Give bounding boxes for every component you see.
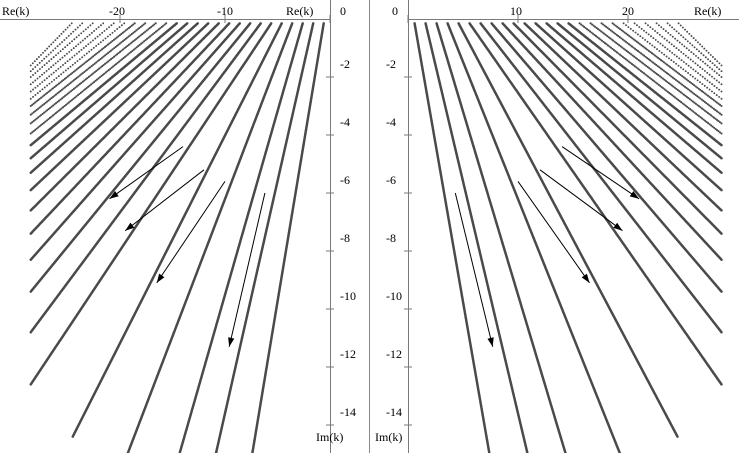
arrow-shaft: [455, 193, 492, 347]
left-ytick-label-3: -8: [340, 231, 350, 245]
pole-branches: [30, 22, 325, 453]
arrow-shaft: [518, 181, 590, 283]
pole-branch: [30, 22, 157, 124]
pole-branch: [590, 22, 723, 124]
pole-branch: [251, 22, 325, 453]
left-panel-plot: [0, 0, 369, 453]
pole-branch: [30, 22, 94, 78]
left-ytick-label-2: -6: [340, 173, 350, 187]
right-real-axis: [408, 19, 739, 20]
right-ytick-label-0: -2: [386, 57, 396, 71]
right-panel: [370, 0, 739, 453]
left-xtick-label-0: -20: [109, 4, 125, 18]
pole-branch: [667, 22, 723, 72]
pole-branch: [30, 22, 104, 85]
right-ytick-label-1: -4: [386, 115, 396, 129]
left-ytick-label-6: -14: [340, 405, 356, 419]
right-yaxis-label: Im(k): [375, 430, 403, 444]
arrow-head: [582, 274, 590, 283]
right-xtick-label-0: 0: [392, 4, 398, 18]
left-xtick-label-2: 0: [340, 4, 346, 18]
arrow-head: [157, 274, 165, 283]
pole-branch: [127, 22, 294, 453]
left-panel: [0, 0, 369, 453]
right-ytick-label-5: -12: [386, 347, 402, 361]
arrow-head: [228, 337, 234, 346]
right-ytick-label-2: -6: [386, 173, 396, 187]
pole-branch: [413, 22, 490, 453]
arrow-shaft: [157, 181, 225, 283]
left-yaxis-label: Im(k): [316, 430, 344, 444]
right-ytick-label-4: -10: [386, 289, 402, 303]
right-ytick-label-6: -14: [386, 405, 402, 419]
left-xaxis-label-right: Re(k): [286, 4, 314, 18]
right-imaginary-axis: [408, 0, 409, 453]
pole-branch: [656, 22, 723, 78]
left-real-axis: [0, 19, 331, 20]
left-imaginary-axis: [330, 0, 331, 453]
left-ytick-label-5: -12: [340, 347, 356, 361]
left-xaxis-label: Re(k): [2, 4, 30, 18]
left-ytick-label-4: -10: [340, 289, 356, 303]
pole-branch: [30, 22, 83, 72]
pole-branches: [413, 22, 722, 453]
pole-branch: [645, 22, 723, 85]
right-panel-plot: [370, 0, 739, 453]
left-xtick-label-1: -10: [217, 4, 233, 18]
pole-branch: [446, 22, 621, 453]
pole-branch: [579, 22, 723, 134]
right-xtick-label-1: 10: [510, 4, 522, 18]
right-xtick-label-2: 20: [622, 4, 634, 18]
left-ytick-label-0: -2: [340, 57, 350, 71]
pole-branch: [30, 22, 168, 134]
arrow-head: [487, 337, 493, 347]
left-ytick-label-1: -4: [340, 115, 350, 129]
right-xaxis-label: Re(k): [694, 4, 722, 18]
right-ytick-label-3: -8: [386, 231, 396, 245]
